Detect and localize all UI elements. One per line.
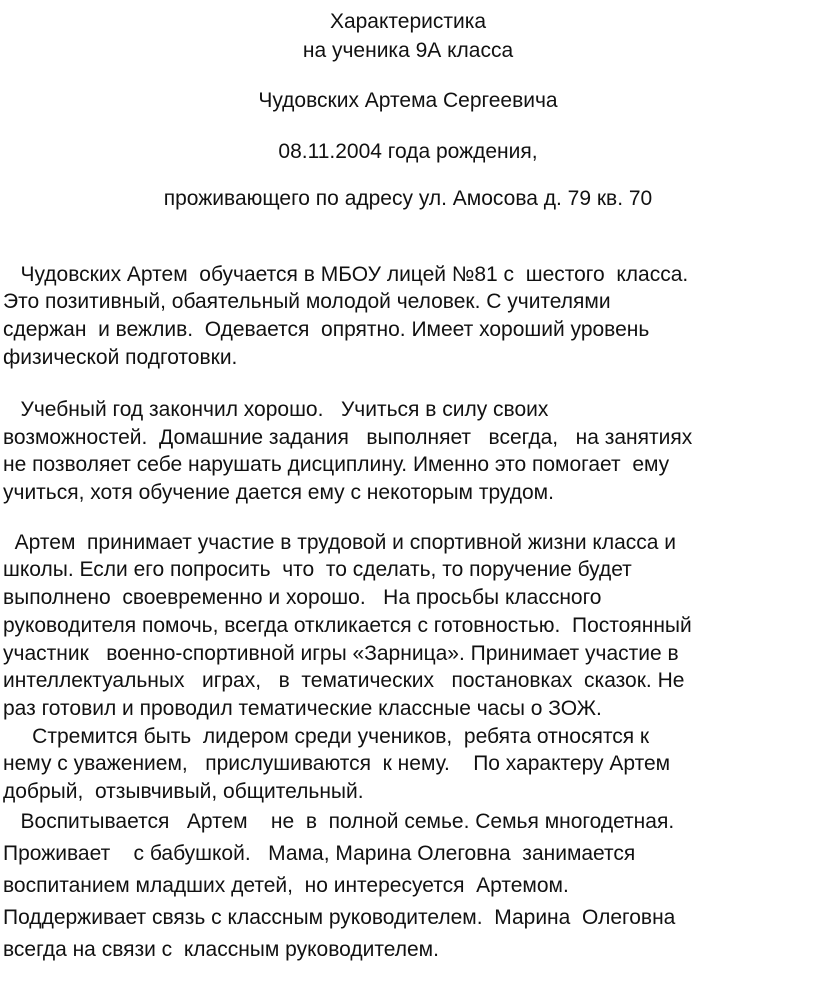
body-line: всегда на связи с классным руководителем. (3, 938, 439, 961)
body-line: Проживает с бабушкой. Мама, Марина Олеговна занимается (3, 842, 636, 865)
body-line: школы. Если его попросить что то сделать, то поручение будет (3, 558, 632, 581)
body-line: руководителя помочь, всегда откликается с готовностью. Постоянный (3, 614, 692, 637)
body-line: физической подготовки. (3, 346, 238, 369)
body-line: участник военно-спортивной игры «Зарница». Принимает участие в (3, 642, 679, 665)
body-line: Воспитывается Артем не в полной семье. Семья многодетная. (3, 810, 675, 833)
body-line: Поддерживает связь с классным руководителем. Марина Олеговна (3, 906, 676, 929)
body-line: Артем принимает участие в трудовой и спортивной жизни класса и (3, 531, 677, 554)
body-line: интеллектуальных играх, в тематических постановках сказок. Не (3, 669, 685, 692)
body-line: сдержан и вежлив. Одевается опрятно. Имеет хороший уровень (3, 318, 650, 341)
body-line: выполнено своевременно и хорошо. На просьбы классного (3, 586, 602, 609)
address-line: проживающего по адресу ул. Амосова д. 79 кв. 70 (163, 187, 653, 210)
body-line: Это позитивный, обаятельный молодой человек. С учителями (3, 290, 611, 313)
body-line: Стремится быть лидером среди учеников, ребята относятся к (3, 725, 650, 748)
document-title: Характеристика (329, 10, 487, 33)
body-line: Чудовских Артем обучается в МБОУ лицей №81 с шестого класса. (3, 263, 689, 286)
body-line: нему с уважением, прислушиваются к нему. По характеру Артем (3, 752, 671, 775)
body-line: Учебный год закончил хорошо. Учиться в силу своих (3, 398, 549, 421)
document-subtitle: на ученика 9А класса (302, 39, 514, 62)
body-line: возможностей. Домашние задания выполняет всегда, на занятиях (3, 426, 693, 449)
student-name: Чудовских Артема Сергеевича (258, 89, 558, 112)
body-line: воспитанием младших детей, но интересуется Артемом. (3, 874, 569, 897)
body-line: раз готовил и проводил тематические классные часы о ЗОЖ. (3, 697, 602, 720)
body-line: учиться, хотя обучение дается ему с некоторым трудом. (3, 481, 554, 504)
birth-date: 08.11.2004 года рождения, (278, 140, 538, 163)
body-line: не позволяет себе нарушать дисциплину. Именно это помогает ему (3, 453, 670, 476)
body-line: добрый, отзывчивый, общительный. (3, 780, 364, 803)
